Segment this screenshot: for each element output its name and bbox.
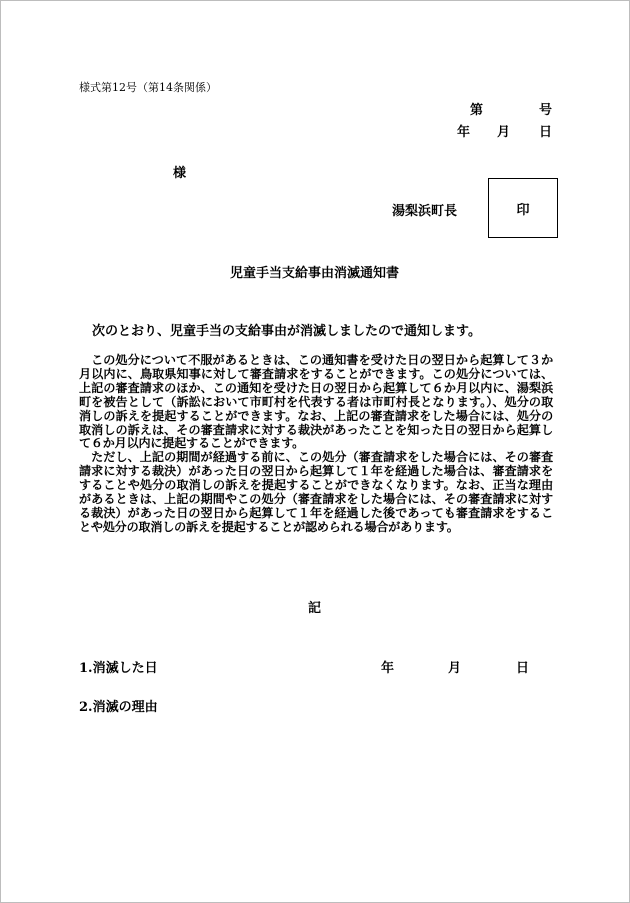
document-title: 児童手当支給事由消滅通知書 [230,266,400,281]
extinction-date-year: 年 [381,661,395,676]
appeal-notice [79,354,553,535]
item2-label: 2.消滅の理由 [79,700,158,715]
issuer-name: 湯梨浜町長 [392,204,458,219]
ki-heading: 記 [308,601,322,616]
extinction-date-month: 月 [448,661,462,676]
appeal-notice-paragraph-2: ただし、上記の期間が経過する前に、この処分（審査請求をした場合には、その審査請求に対する裁決）があった日の翌日から起算して１年を経過した場合は、審査請求をすることや処分の取消しの訴えを提起することができなくなります。なお、正当な理由があるときは、上記の期間やこの処分（審査請求をした場合には、その審査請求に対する裁決）があった日の翌日から起算して１年を経過した後であっても審査請求をすることや処分の取消しの訴えを提起することが認められる場合があります。 [79,450,553,534]
document-number-suffix: 号 [538,103,552,118]
intro-text: 次のとおり、児童手当の支給事由が消滅しましたので通知します。 [92,324,481,339]
extinction-date-day: 日 [515,661,529,676]
issue-date-day: 日 [538,125,552,140]
item1-label: 1.消滅した日 [79,661,158,676]
seal-label: 印 [516,202,530,218]
issue-date-month: 月 [497,125,511,140]
seal-box [488,178,558,238]
issue-date [457,121,552,140]
appeal-notice-paragraph-1: この処分について不服があるときは、この通知書を受けた日の翌日から起算して３か月以内に、鳥取県知事に対して審査請求をすることができます。この処分については、上記の審査請求のほか、この通知を受けた日の翌日から起算して６か月以内に、湯梨浜町を被告として（訴訟において市町村を代表する者は市町村長となります。）、処分の取消しの訴えを提起することができます。なお、上記の審査請求をした場合には、処分の取消しの訴えは、その審査請求に対する裁決があったことを知った日の翌日から起算して６か月以内に提起することができます。 [79,353,553,451]
form-number: 様式第12号（第14条関係） [79,81,217,94]
extinction-date [381,657,529,676]
addressee-suffix: 様 [173,166,187,181]
document-number-prefix: 第 [470,103,484,118]
issue-date-year: 年 [457,125,471,140]
